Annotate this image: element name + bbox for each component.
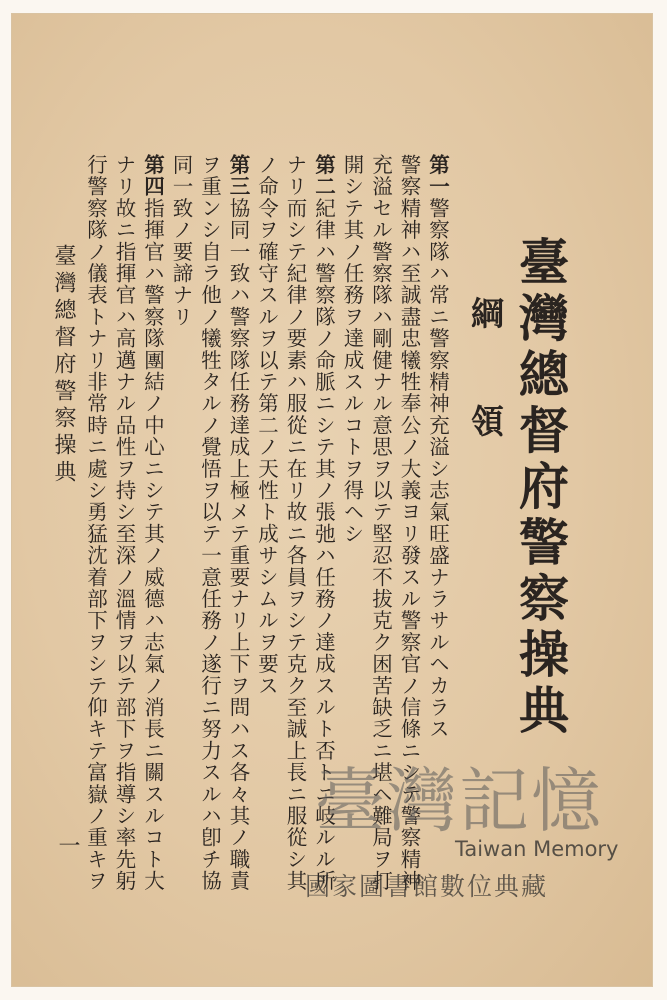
- body-line: [171, 154, 192, 328]
- document-title: 臺灣總督府警察操典: [511, 236, 570, 740]
- body-line: [199, 154, 220, 892]
- article-label: 第二: [311, 154, 336, 198]
- body-line: [342, 154, 363, 545]
- article-label: 第三: [226, 154, 250, 198]
- watermark-org-text: 國家圖書館數位典藏: [305, 872, 549, 901]
- line-text: 開シテ其ノ任務ヲ達成スルコトヲ得ヘシ: [340, 154, 364, 545]
- body-line: [85, 154, 106, 892]
- body-line: [114, 154, 135, 892]
- line-text: 同一致ノ要諦ナリ: [169, 154, 193, 328]
- body-line: [256, 154, 277, 697]
- line-text: ヲ重ンシ自ラ他ノ犧牲タルノ覺悟ヲ以テ一意任務ノ遂行ニ努力スルハ卽チ協: [197, 154, 222, 892]
- line-text: 行警察隊ノ儀表トナリ非常時ニ處シ勇猛沈着部下ヲシテ仰キテ富嶽ノ重キヲ: [83, 154, 108, 892]
- line-text: ナリ故ニ指揮官ハ高邁ナル品性ヲ持シ至深ノ溫情ヲ以テ部下ヲ指導シ率先躬: [112, 154, 136, 892]
- line-text: ナリ而シテ紀律ノ要素ハ服從ニ在リ故ニ各員ヲシテ克ク至誠上長ニ服從シ其: [283, 154, 307, 892]
- article-label: 第一: [425, 154, 450, 198]
- body-line: [285, 154, 306, 892]
- line-text: 協同一致ハ警察隊任務達成上極メテ重要ナリ上下ヲ問ハス各々其ノ職責: [226, 197, 250, 892]
- watermark-english-text: Taiwan Memory: [455, 837, 619, 861]
- body-line: [427, 154, 448, 740]
- watermark-logo: [305, 745, 635, 915]
- line-text: 警察精神ハ至誠盡忠犧牲奉公ノ大義ヨリ發スル警察官ノ信條ニシテ警察精神: [397, 154, 421, 892]
- line-text: 警察隊ハ常ニ警察精神充溢シ志氣旺盛ナラサルヘカラス: [425, 197, 450, 740]
- body-line: [228, 154, 249, 892]
- line-text: 指揮官ハ警察隊團結ノ中心ニシテ其ノ威德ハ志氣ノ消長ニ關スルコト大: [140, 197, 165, 892]
- watermark-main-text: 臺灣記憶: [315, 760, 603, 842]
- page-number: 一: [55, 834, 80, 856]
- line-text: 紀律ハ警察隊ノ命脈ニシテ其ノ張弛ハ任務ノ達成スルト否トニ岐ルル所: [311, 197, 336, 892]
- article-label: 第四: [140, 154, 165, 198]
- footer-title: 臺灣總督府警察操典: [51, 244, 76, 487]
- line-text: ノ命令ヲ確守スルヲ以テ第二ノ天性ト成サシムルヲ要ス: [254, 154, 279, 697]
- line-text: 充溢セル警察隊ハ剛健ナル意思ヲ以テ堅忍不拔克ク困苦缺乏ニ堪ヘ難局ヲ打: [368, 154, 393, 892]
- section-heading: 綱 領: [466, 296, 505, 455]
- body-line: [142, 154, 163, 892]
